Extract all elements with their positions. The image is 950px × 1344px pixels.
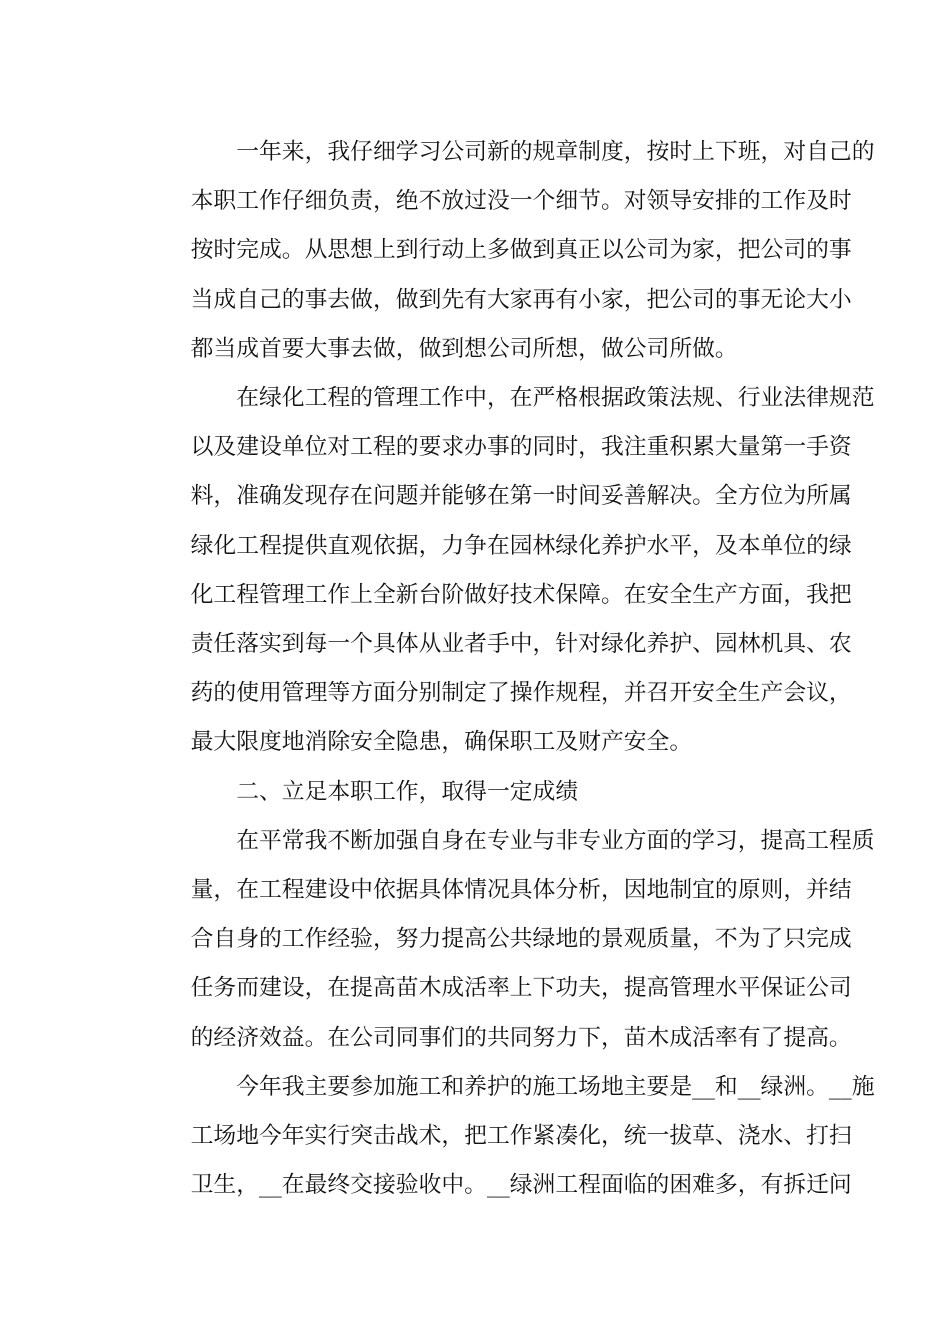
text-line: 料，准确发现存在问题并能够在第一时间妥善解决。全方位为所属 bbox=[190, 483, 852, 510]
heading-line: 二、立足本职工作，取得一定成绩 bbox=[236, 778, 579, 805]
text-line: 最大限度地消除安全隐患，确保职工及财产安全。 bbox=[190, 729, 693, 756]
text-line: 任务而建设，在提高苗木成活率上下功夫，提高管理水平保证公司 bbox=[190, 975, 852, 1002]
text-line: 卫生，__在最终交接验收中。__绿洲工程面临的困难多，有拆迁问 bbox=[190, 1172, 852, 1199]
text-line: 工场地今年实行突击战术，把工作紧凑化，统一拔草、浇水、打扫 bbox=[190, 1123, 852, 1150]
text-line: 在绿化工程的管理工作中，在严格根据政策法规、行业法律规范 bbox=[236, 385, 875, 412]
text-line: 合自身的工作经验，努力提高公共绿地的景观质量，不为了只完成 bbox=[190, 926, 852, 953]
text-line: 的经济效益。在公司同事们的共同努力下，苗木成活率有了提高。 bbox=[190, 1024, 852, 1051]
text-line: 都当成首要大事去做，做到想公司所想，做公司所做。 bbox=[190, 335, 738, 362]
text-line: 量，在工程建设中依据具体情况具体分析，因地制宜的原则，并结 bbox=[190, 877, 852, 904]
text-line: 在平常我不断加强自身在专业与非专业方面的学习，提高工程质 bbox=[236, 827, 875, 854]
text-line: 一年来，我仔细学习公司新的规章制度，按时上下班，对自己的 bbox=[236, 139, 875, 165]
text-line: 责任落实到每一个具体从业者手中，针对绿化养护、园林机具、农 bbox=[190, 631, 852, 658]
text-line: 今年我主要参加施工和养护的施工场地主要是__和__绿洲。__施 bbox=[236, 1073, 875, 1100]
paragraph-2 bbox=[145, 374, 875, 768]
paragraph-4 bbox=[145, 1063, 875, 1211]
text-line: 按时完成。从思想上到行动上多做到真正以公司为家，把公司的事 bbox=[190, 237, 852, 264]
text-line: 绿化工程提供直观依据，力争在园林绿化养护水平，及本单位的绿 bbox=[190, 532, 852, 559]
body-text bbox=[145, 128, 875, 1210]
text-line: 以及建设单位对工程的要求办事的同时，我注重积累大量第一手资 bbox=[190, 434, 852, 461]
text-line: 化工程管理工作上全新台阶做好技术保障。在安全生产方面，我把 bbox=[190, 581, 852, 608]
text-line: 药的使用管理等方面分别制定了操作规程，并召开安全生产会议， bbox=[190, 680, 852, 707]
paragraph-1 bbox=[145, 128, 875, 374]
section-heading bbox=[145, 768, 809, 817]
text-line: 当成自己的事去做，做到先有大家再有小家，把公司的事无论大小 bbox=[190, 286, 852, 313]
text-line: 本职工作仔细负责，绝不放过没一个细节。对领导安排的工作及时 bbox=[190, 188, 852, 215]
paragraph-3 bbox=[145, 817, 875, 1063]
